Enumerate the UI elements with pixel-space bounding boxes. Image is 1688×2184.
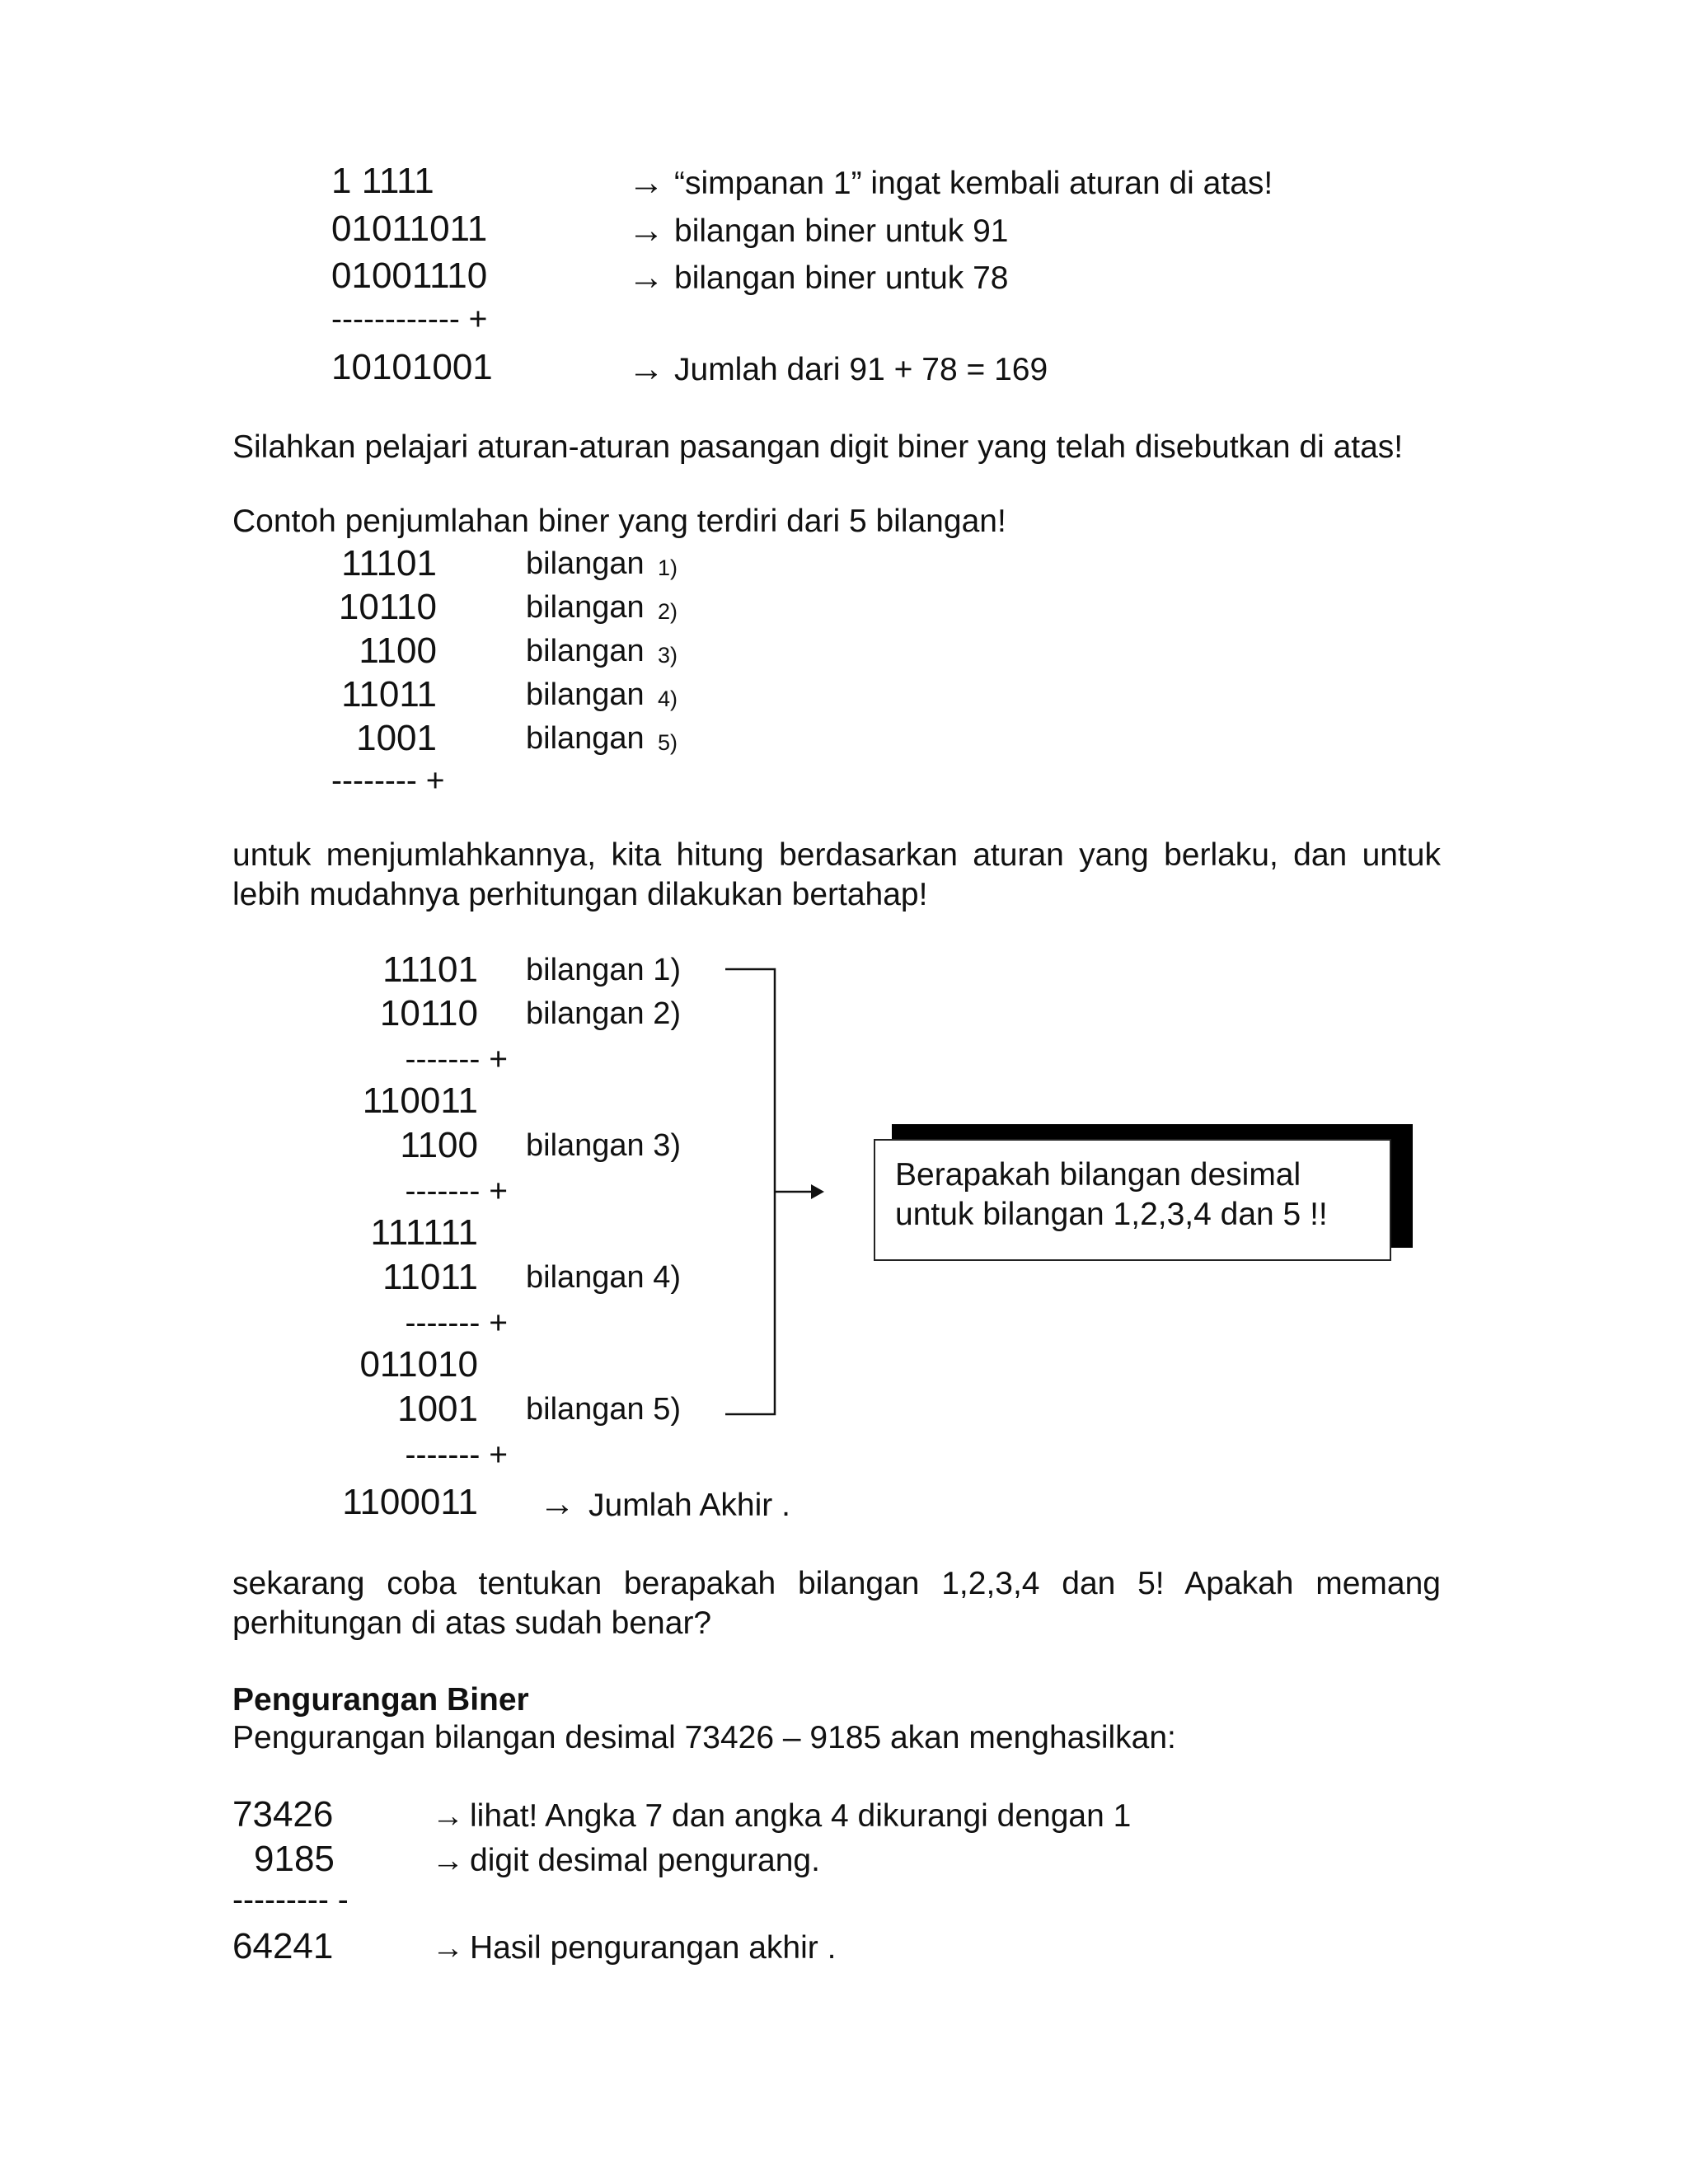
step-number: 011010 xyxy=(359,1344,478,1385)
arrow-head-icon xyxy=(811,1184,824,1199)
label-word: bilangan xyxy=(526,590,645,625)
binary-91: 01011011 xyxy=(331,209,488,249)
label-index: 2) xyxy=(658,599,678,624)
carry-digits: 1 1111 xyxy=(331,161,434,201)
final-sum: 1100011 xyxy=(342,1482,478,1522)
step-number: 1100 xyxy=(400,1125,478,1165)
sum-line: ------- + xyxy=(405,1305,508,1341)
minuend: 73426 xyxy=(232,1794,334,1835)
paragraph-example-five: Contoh penjumlahan biner yang terdiri dari 5 bilangan! xyxy=(232,504,1006,539)
number-2: 10110 xyxy=(338,587,437,627)
difference: 64241 xyxy=(232,1926,334,1966)
paragraph-study: Silahkan pelajari aturan-aturan pasangan digit biner yang telah disebutkan di atas! xyxy=(232,429,1404,465)
subtraction-intro: Pengurangan bilangan desimal 73426 – 9185 akan menghasilkan: xyxy=(232,1720,1176,1755)
arrow-right-icon: → xyxy=(432,1930,464,1966)
paragraph-question: sekarang coba tentukan berapakah bilangan 1,2,3,4 dan 5! Apakah memang perhitungan di atas sudah benar? xyxy=(232,1566,1441,1641)
section-heading: Pengurangan Biner xyxy=(232,1682,529,1718)
step-number: 110011 xyxy=(362,1080,478,1121)
final-label: Jumlah Akhir . xyxy=(588,1488,790,1523)
number-4: 11011 xyxy=(341,674,437,715)
step-label: bilangan 5) xyxy=(526,1392,682,1427)
label-word: bilangan xyxy=(526,546,645,581)
label-word: bilangan xyxy=(526,677,645,712)
sum-note: Jumlah dari 91 + 78 = 169 xyxy=(674,352,1048,387)
arrow-right-icon: → xyxy=(432,1798,464,1834)
arrow-right-icon: → xyxy=(628,257,664,298)
step-number: 11011 xyxy=(382,1257,478,1297)
step-number: 1001 xyxy=(397,1389,478,1429)
subtrahend: 9185 xyxy=(254,1839,335,1879)
subtrahend-note: digit desimal pengurang. xyxy=(470,1843,820,1878)
arrow-right-icon: → xyxy=(539,1483,575,1524)
callout-line-1: Berapakah bilangan desimal xyxy=(895,1157,1301,1193)
binary-78: 01001110 xyxy=(331,255,488,296)
step-number: 111111 xyxy=(370,1212,478,1253)
sum-line: ------------ + xyxy=(331,302,488,337)
step-label: bilangan 1) xyxy=(526,953,682,987)
minuend-note: lihat! Angka 7 dan angka 4 dikurangi dengan 1 xyxy=(470,1798,1132,1834)
paragraph-explain: untuk menjumlahkannya, kita hitung berdasarkan aturan yang berlaku, dan untuk lebih mudahnya perhitungan dilakukan bertahap! xyxy=(232,837,1441,912)
sum-line: ------- + xyxy=(405,1042,508,1077)
step-number: 10110 xyxy=(379,993,478,1033)
step-number: 11101 xyxy=(382,949,478,990)
step-label: bilangan 2) xyxy=(526,996,682,1031)
label-index: 1) xyxy=(658,555,678,580)
difference-note: Hasil pengurangan akhir . xyxy=(470,1930,837,1966)
sum-line: ------- + xyxy=(405,1174,508,1209)
number-1: 11101 xyxy=(341,543,437,583)
step-label: bilangan 3) xyxy=(526,1128,682,1163)
difference-line: --------- - xyxy=(232,1882,349,1918)
binary-sum: 10101001 xyxy=(331,347,493,387)
binary-91-note: bilangan biner untuk 91 xyxy=(674,213,1009,249)
callout-text xyxy=(895,1155,1328,1235)
label-word: bilangan xyxy=(526,634,645,668)
arrow-right-icon: → xyxy=(432,1843,464,1878)
label-index: 3) xyxy=(658,643,678,668)
sum-line: ------- + xyxy=(405,1437,508,1473)
arrow-right-icon: → xyxy=(628,210,664,251)
arrow-right-icon: → xyxy=(628,162,664,203)
step-label: bilangan 4) xyxy=(526,1260,682,1295)
number-5: 1001 xyxy=(356,718,437,758)
number-3: 1100 xyxy=(359,630,437,671)
carry-note: “simpanan 1” ingat kembali aturan di atas! xyxy=(674,166,1273,201)
sum-line: -------- + xyxy=(331,763,445,799)
arrow-right-icon: → xyxy=(628,349,664,389)
callout-box xyxy=(874,1139,1391,1261)
callout-line-2: untuk bilangan 1,2,3,4 dan 5 !! xyxy=(895,1197,1328,1232)
label-word: bilangan xyxy=(526,721,645,756)
binary-78-note: bilangan biner untuk 78 xyxy=(674,260,1009,296)
label-index: 5) xyxy=(658,730,678,755)
label-index: 4) xyxy=(658,687,678,711)
